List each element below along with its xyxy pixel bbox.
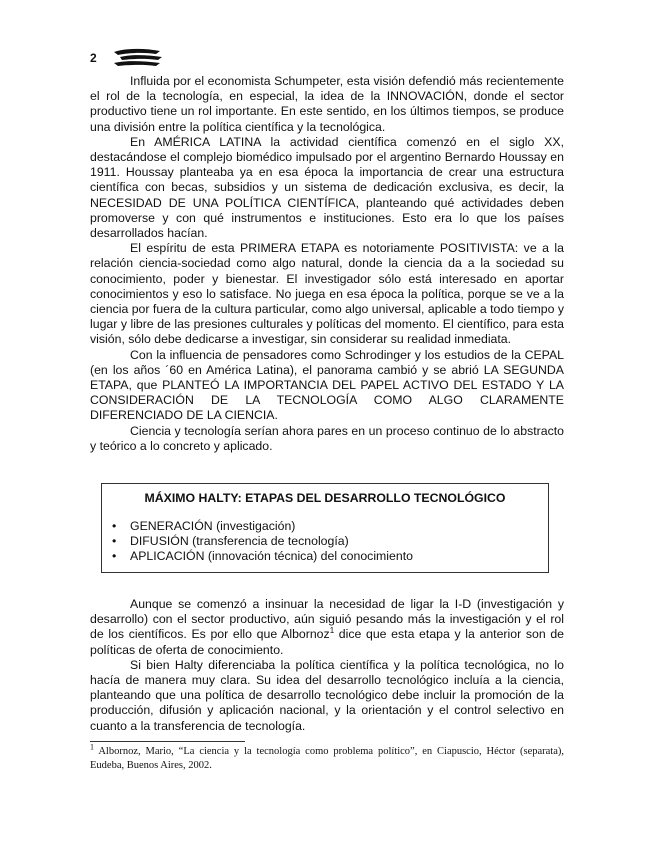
list-item: • DIFUSIÓN (transferencia de tecnología) — [130, 534, 548, 549]
footnote — [90, 742, 565, 773]
footnote-divider — [90, 741, 245, 742]
paragraph: En AMÉRICA LATINA la actividad científica comenzó en el siglo XX, destacándose el complejo biomédico impulsado por el argentino Bernardo Houssay en 1911. Houssay planteaba ya en esa época la importancia de crear una estructura científica con becas, subsidios y un sistema de dedicación exclusiva, es decir, la NECESIDAD DE UNA POLÍTICA CIENTÍFICA, planteando qué actividades deben promoverse y con qué instrumentos e instituciones. Esto era lo que los países desarrollados hacían. — [90, 134, 564, 241]
box-title: MÁXIMO HALTY: ETAPAS DEL DESARROLLO TECNOLÓGICO — [144, 491, 506, 505]
paragraph — [90, 597, 564, 658]
paragraph: Si bien Halty diferenciaba la política científica y la política tecnológica, no lo hacía de manera muy clara. Su idea del desarrollo tecnológico incluía a la ciencia, planteando que una política de desarrollo tecnológico debe incluir la promoción de la producción, difusión y aplicación nacional, y la orientación y el control selectivo en cuanto a la transferencia de tecnología. — [90, 657, 564, 733]
paragraph: Con la influencia de pensadores como Schrodinger y los estudios de la CEPAL (en los años ´60 en América Latina), el panorama cambió y se abrió LA SEGUNDA ETAPA, que PLANTEÓ LA IMPORTANCIA DEL PAPEL ACTIVO DEL ESTADO Y LA CONSIDERACIÓN DE LA TECNOLOGÍA COMO ALGO CLARAMENTE DIFERENCIADO DE LA CIENCIA. — [90, 347, 564, 423]
main-text-bottom — [90, 597, 564, 734]
paragraph: El espíritu de esta PRIMERA ETAPA es notoriamente POSITIVISTA: ve a la relación ciencia-sociedad como algo natural, donde la ciencia da a la sociedad su conocimiento, poder y bienestar. El investigador sólo está interesado en aportar conocimientos y eso lo satisface. No juega en esa época la política, porque se ve a la ciencia por fuera de la cultura particular, como algo universal, aplicable a todo tiempo y lugar y libre de las presiones culturales y políticas del momento. El científico, para esta visión, sólo debe dedicarse a investigar, sin considerar su realidad inmediata. — [90, 241, 564, 347]
paragraph-text: dice que esta etapa y la anterior son de políticas de oferta de conocimiento. — [90, 627, 564, 657]
paragraph-text: Aunque se comenzó a insinuar la necesidad de ligar la I-D (investigación y desarrollo) con el sector productivo, aún siguió pesando más la investigación y el rol de los científicos. Es por ello que Albornoz — [90, 597, 564, 642]
footnote-reference[interactable]: 1 — [329, 626, 335, 636]
main-text-top — [90, 74, 564, 454]
stages-list — [102, 519, 548, 565]
publisher-logo-icon — [110, 47, 166, 69]
list-item: • GENERACIÓN (investigación) — [130, 519, 548, 534]
halty-stages-box — [101, 483, 549, 573]
footnote-marker: 1 — [90, 742, 94, 752]
footnote-text: Albornoz, Mario, “La ciencia y la tecnología como problema político”, en Ciapuscio, Héctor (separata), Eudeba, Buenos Aires, 2002. — [90, 746, 565, 771]
page-number: 2 — [90, 51, 97, 65]
paragraph: Ciencia y tecnología serían ahora pares en un proceso continuo de lo abstracto y teórico a lo concreto y aplicado. — [90, 423, 564, 453]
list-item: • APLICACIÓN (innovación técnica) del conocimiento — [130, 549, 548, 564]
paragraph: Influida por el economista Schumpeter, esta visión defendió más recientemente el rol de la tecnología, en especial, la idea de la INNOVACIÓN, donde el sector productivo tiene un rol importante. En este sentido, en los últimos tiempos, se produce una división entre la política científica y la tecnológica. — [90, 74, 564, 134]
